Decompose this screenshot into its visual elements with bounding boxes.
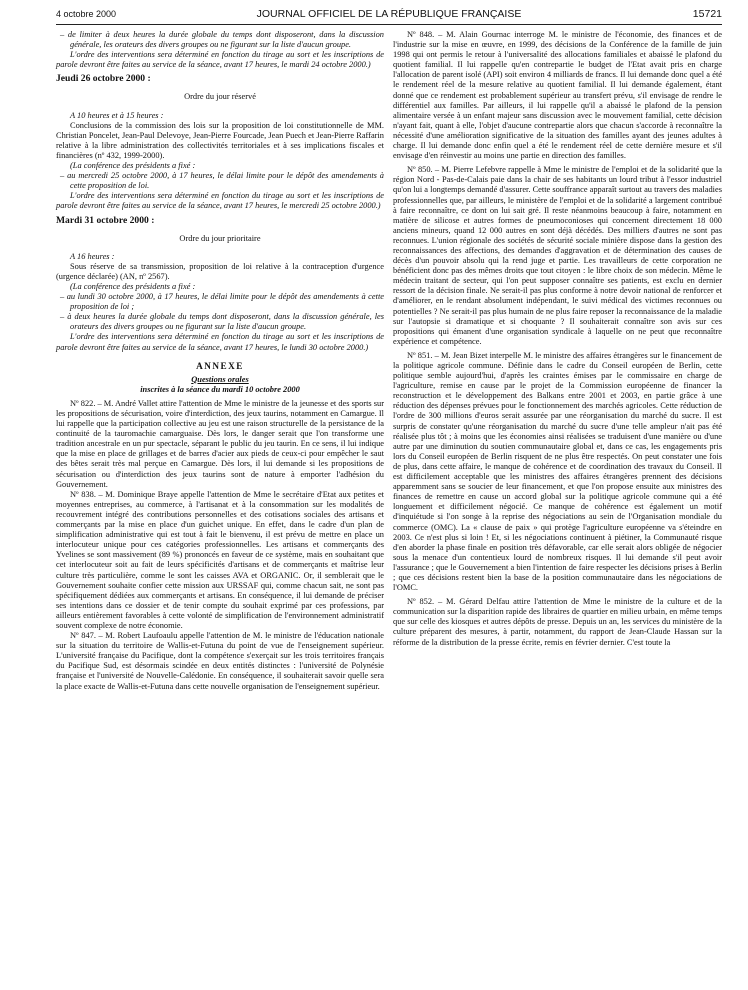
question-850: Nº 850. – M. Pierre Lefebvre rappelle à Mme le ministre de l'emploi et de la solidarité que la région Nord - Pas-de-Calais paie dans la chair de ses habitants un lourd tribut à l'essor industriel qu'on lui a longtemps demandé d'assurer. Cette souffrance apparaît surtout au travers des maladies professionnelles que, par ailleurs, le ministère de l'emploi et de la solidarité a largement contribué à faire reconnaître, ce dont on lui sait gré. Il reste néanmoins beaucoup à faire, notamment en matière de silicose et autres formes de pneumoconioses qui concernent directement 18 000 anciens mineurs, quand 12 000 autres en sont déjà décédés. Des milliers d'autres ne sont pas reconnues. L'union régionale des sociétés de sécurité sociale minière dispose dans la gestion des reconnaissances des affections, des demandes d'aggravation et de détermination des causes de décès d'un pouvoir absolu qui la rend juge et partie. Les travailleurs de cette corporation ne bénéficient donc pas des mêmes droits que tout citoyen : le libre choix de son médecin. Même le médecin traitant de secteur, qui l'on peut supposer connaître ses patients, est exclu en dernier ressort de la décision finale. Ne serait-il pas plus conforme à notre devoir national de renforcer et d'améliorer, en le rendant absolument indépendant, le suivi médical des victimes reconnues ou potentielles ? Ne serait-il pas plus humain de ne plus faire reposer la reconnaissance de la maladie sur l'autopsie si dramatique et si choquante ? Il souhaiterait connaître son avis sur ces propositions qui émanent d'une organisation syndicale à laquelle on ne peut que reconnaître expérience et compétence.: [393, 165, 722, 346]
conference-note: (La conférence des présidents a fixé :: [70, 161, 196, 171]
agenda-dash-item: – à deux heures la durée globale du temps dont disposeront, dans la discussion générale, les orateurs des divers groupes ou ne figurant sur la liste d'aucun groupe.: [60, 312, 384, 332]
question-847: Nº 847. – M. Robert Laufoaulu appelle l'attention de M. le ministre de l'éducation nationale sur la situation du territoire de Wallis-et-Futuna du point de vue de l'enseignement supérieur. L'université française du Pacifique, dont la compétence s'exerçait sur les trois territoires français du Pacifique Sud, est désormais scindée en deux entités distinctes : l'université de Polynésie française et l'université de Nouvelle-Calédonie. En conséquence, il souhaiterait savoir quelle sera la place exacte de Wallis-et-Futuna dans cette nouvelle organisation de l'enseignement supérieur.: [56, 631, 384, 691]
questions-orales-heading: Questions orales: [191, 374, 249, 384]
agenda-type-prioritaire: Ordre du jour prioritaire: [179, 233, 261, 243]
question-822: Nº 822. – M. André Vallet attire l'attention de Mme le ministre de la jeunesse et des sports sur les propositions de sécurisation, voire d'interdiction, des jeux taurins, notamment en Camargue. Il lui rappelle que la participation collective au jeu est une raison structurelle de la persistance de la continuité de la tauromachie camarguaise. Dès lors, le danger serait que l'on transforme une tradition ancestrale en un pur spectacle, séparant le public du jeu taurin. En ce sens, il lui indique que la mise en place de grillages et de barres d'acier aux pieds de ceux-ci pour empêcher le saut des bêtes serait très mal perçue en Camargue. Dès lors, il lui demande si les propositions de sécurisation ou d'interdiction des jeux taurins sont de nature à emporter l'adhésion du Gouvernement.: [56, 398, 384, 489]
agenda-item: Sous réserve de sa transmission, proposition de loi relative à la contraception d'urgence (urgence déclarée) (AN, nº 2567).: [56, 261, 384, 281]
page-header: [56, 8, 722, 22]
agenda-dash-item: – de limiter à deux heures la durée globale du temps dont disposeront, dans la discussion générale, les orateurs des divers groupes ou ne figurant sur la liste d'aucun groupe.: [60, 30, 384, 50]
header-title: JOURNAL OFFICIEL DE LA RÉPUBLIQUE FRANÇAISE: [256, 8, 522, 20]
agenda-dash-item: – au lundi 30 octobre 2000, à 17 heures, le délai limite pour le dépôt des amendements à cette proposition de loi ;: [60, 292, 384, 312]
agenda-dash-item: – au mercredi 25 octobre 2000, à 17 heures, le délai limite pour le dépôt des amendements à cette proposition de loi.: [60, 171, 384, 191]
day-heading-jeudi: Jeudi 26 octobre 2000 :: [56, 73, 151, 85]
agenda-item: Conclusions de la commission des lois sur la proposition de loi constitutionnelle de MM. Christian Poncelet, Jean-Paul Delevoye, Jean-Pierre Fourcade, Jean Puech et Jean-Pierre Raffarin relative à la libre administration des collectivités territoriales et à ses implications fiscales et financières (nº 432, 1999-2000).: [56, 120, 384, 160]
agenda-note: L'ordre des interventions sera déterminé en fonction du tirage au sort et les inscriptions de parole devront être faites au service de la séance, avant 17 heures, le lundi 30 octobre 2000.): [56, 332, 384, 352]
annexe-heading: ANNEXE: [196, 360, 244, 371]
question-838: Nº 838. – M. Dominique Braye appelle l'attention de Mme le secrétaire d'Etat aux petites et moyennes entreprises, au commerce, à l'artisanat et à la consommation sur les modalités de recouvrement intégré des contributions personnelles et des cotisations sociales des artisans et commerçants par la mise en place d'un guichet unique. En effet, dans le cadre d'un plan de simplification administrative qui est tout à fait le bienvenu, il est prévu de mettre en place un interlocuteur unique pour ces catégories professionnelles. Les artisans et commerçants des Yvelines se sont massivement (89 %) prononcés en faveur de ce système, mais en souhaitant que cet interlocuteur soit au fait de leurs spécificités d'artisans et de commerçants et maîtrise leur culture très particulière, comme le sont les caisses AVA et ORGANIC. Or, il semblerait que le Gouvernement souhaite confier cette mission aux URSSAF qui, comme chacun sait, ne sont pas spécifiquement dédiées aux commerçants et artisans. En conséquence, il lui demande de préciser ses intentions dans ce dossier et de tenir compte du souhait exprimé par ces professions, par ailleurs entièrement favorables à cette volonté de simplification de l'environnement administratif souvent complexe de notre économie.: [56, 489, 384, 630]
left-column: [56, 30, 384, 692]
header-rule: [56, 24, 722, 25]
question-852: Nº 852. – M. Gérard Delfau attire l'attention de Mme le ministre de la culture et de la communication sur la disparition rapide des libraires de quartier en milieu urbain, en même temps que sur celle des kiosques et autres dépôts de presse. Depuis un an, les services du ministère de la culture préparent des mesures, à partir, notamment, du rapport de Jean-Claude Hassan sur la réforme de la distribution de la presse écrite, remis en février dernier. C'est toute la: [393, 597, 722, 647]
header-date: 4 octobre 2000: [56, 9, 117, 19]
day-heading-mardi: Mardi 31 octobre 2000 :: [56, 214, 155, 226]
question-851: Nº 851. – M. Jean Bizet interpelle M. le ministre des affaires étrangères sur le financement de la politique agricole commune. Définie dans le cadre du Conseil européen de Berlin, cette politique semble aujourd'hui, d'après les craintes émises par le commissaire en charge de l'agriculture, remise en cause par le projet de la Commission européenne de financer la reconstruction et le développement des Balkans entre 2001 et 2003, en partie grâce à une réduction des dépenses prévues pour le fonctionnement des marchés agricoles. Cette réduction de l'ordre de 300 millions d'euros serait assurée par une réorganisation du marché du sucre. Il est surpris de constater qu'une réorganisation du marché du sucre d'une telle ampleur n'ait pas été réalisée plus tôt ; à moins que les économies ainsi réalisées se traduisent d'une manière ou d'une autre par une diminution du soutien communautaire global et, dans ce cas, les engagements pris lors du Conseil européen de Berlin risquent de ne plus être respectés. On peut constater une fois de plus, dans cette affaire, le manque de cohérence et de coordination des travaux du Conseil. Il est difficilement acceptable que les ministres des affaires étrangères prennent des décisions apparemment sans se soucier de leur financement, et que l'on propose ensuite aux ministres des finances de remettre en cause un accord global sur la politique agricole commune qui a été longuement et difficilement négocié. Ce manque de cohérence est également un motif d'inquiétude si l'on songe à la reprise des négociations au sein de l'Organisation mondiale du commerce (OMC). La « clause de paix » qui protège l'agriculture européenne va s'éteindre en 2003. Ce n'est plus si loin ! Et, si les négociations continuent à piétiner, la Communauté risque d'en aborder la phase finale en position très défavorable, car elle serait alors obligée de négocier sous la menace d'un contentieux lourd de nombreux risques. Il lui demande s'il peut avoir l'assurance ; que le Gouvernement a bien l'intention de faire respecter les décisions prises à Berlin ; que ces décisions restent bien la base de la position communautaire dans les négociations de l'OMC.: [393, 350, 722, 593]
question-848: Nº 848. – M. Alain Gournac interroge M. le ministre de l'économie, des finances et de l'industrie sur la mise en œuvre, en 1999, des décisions de la Conférence de la famille de juin 1998 qui ont permis le retour à l'universalité des allocations familiales et abaissé le plafond du quotient familial. Il lui rappelle qu'en contrepartie le budget de l'Etat avait pris en charge l'allocation de parent isolé (API) soit environ 4 milliards de francs. Il lui demande donc quel a été le rendement réel de la mesure relative au quotient familial. Il lui demande également, étant donné que ce rendement est probablement supérieur au transfert prévu, s'il envisage de rendre le différentiel aux familles. Par ailleurs, il lui rappelle qu'il a abaissé le plafond de la pension alimentaire versée à un enfant majeur sans discussion avec le mouvement familial, cette décision n'ayant fait, quant à elle, l'objet d'aucune contrepartie alors que chacun s'accorde à reconnaître la nécessité d'une amélioration significative de la situation des familles ayant des jeunes adultes à charge. Il lui demande donc enfin quel a été le rendement réel de cette dernière mesure et s'il envisage d'en réinvestir au moins une partie en direction des familles.: [393, 30, 722, 161]
conference-note: (La conférence des présidents a fixé :: [70, 281, 196, 291]
right-column: [393, 30, 722, 648]
agenda-note: L'ordre des interventions sera déterminé en fonction du tirage au sort et les inscriptions de parole devront être faites au service de la séance, avant 17 heures, le mardi 24 octobre 2000.): [56, 50, 384, 70]
agenda-time: A 16 heures :: [70, 251, 115, 261]
agenda-note: L'ordre des interventions sera déterminé en fonction du tirage au sort et les inscriptions de parole devront être faites au service de la séance, avant 17 heures, le mercredi 25 octobre 2000.): [56, 191, 384, 211]
agenda-type-reserve: Ordre du jour réservé: [184, 92, 256, 102]
agenda-time: A 10 heures et à 15 heures :: [70, 110, 164, 120]
page-number: 15721: [692, 8, 722, 20]
questions-orales-subheading: inscrites à la séance du mardi 10 octobre 2000: [140, 384, 300, 394]
